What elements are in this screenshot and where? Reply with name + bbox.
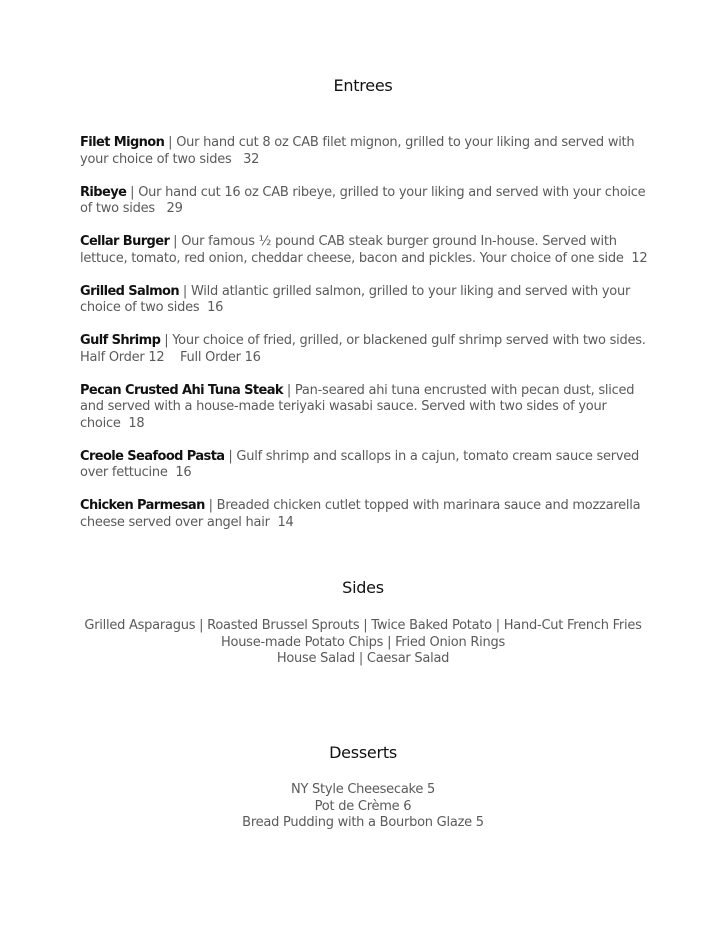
entree-item: Gulf Shrimp | Your choice of fried, grilled, or blackened gulf shrimp served with two sides. Half Order 12 Full Order 16: [80, 333, 646, 365]
entree-price: 32: [243, 151, 260, 167]
entree-description: Breaded chicken cutlet topped with marinara sauce and mozzarella cheese served over angel hair: [80, 498, 641, 530]
entree-price: 18: [128, 415, 145, 431]
entree-item: Creole Seafood Pasta | Gulf shrimp and scallops in a cajun, tomato cream sauce served over fettucine 16: [80, 448, 640, 480]
sides-line: House Salad | Caesar Salad: [276, 651, 450, 666]
entree-name: Ribeye: [80, 184, 127, 200]
entree-name: Pecan Crusted Ahi Tuna Steak: [80, 382, 283, 398]
entree-description: Our hand cut 8 oz CAB filet mignon, grilled to your liking and served with your choice of two sides: [80, 135, 635, 167]
dessert-item: Pot de Crème 6: [314, 798, 412, 814]
entree-price: 16: [207, 300, 224, 315]
dessert-item: NY Style Cheesecake 5: [291, 782, 435, 797]
entree-name: Chicken Parmesan: [80, 498, 205, 513]
desserts-list: [0, 782, 726, 832]
entree-item: Filet Mignon | Our hand cut 8 oz CAB filet mignon, grilled to your liking and served with your choice of two sides 32: [80, 135, 635, 167]
entree-price: 29: [166, 201, 183, 216]
entree-price: 14: [277, 514, 294, 530]
entree-name: Creole Seafood Pasta: [80, 448, 225, 464]
entrees-heading: Entrees: [333, 76, 393, 95]
sides-line: Grilled Asparagus | Roasted Brussel Sprouts | Twice Baked Potato | Hand-Cut French Fries: [84, 618, 642, 633]
entree-price: Full Order 16: [179, 349, 261, 365]
entree-price: 12: [631, 250, 648, 266]
entree-name: Grilled Salmon: [80, 283, 180, 299]
entrees-list: [80, 135, 650, 548]
entree-item: Grilled Salmon | Wild atlantic grilled salmon, grilled to your liking and served with your choice of two sides 16: [80, 283, 631, 315]
entree-item: Cellar Burger | Our famous ½ pound CAB steak burger ground In-house. Served with lettuce, tomato, red onion, cheddar cheese, bacon and pickles. Your choice of one side 12: [80, 234, 648, 266]
entree-item: Ribeye | Our hand cut 16 oz CAB ribeye, grilled to your liking and served with your choice of two sides 29: [80, 184, 646, 216]
entree-name: Gulf Shrimp: [80, 333, 161, 348]
sides-list: [0, 618, 726, 668]
sides-heading: Sides: [342, 578, 384, 597]
dessert-item: Bread Pudding with a Bourbon Glaze 5: [242, 815, 484, 830]
sides-line: House-made Potato Chips | Fried Onion Rings: [220, 634, 506, 650]
entree-description: Our hand cut 16 oz CAB ribeye, grilled to your liking and served with your choice of two sides: [80, 184, 646, 216]
desserts-heading: Desserts: [329, 743, 397, 762]
entree-description: Gulf shrimp and scallops in a cajun, tomato cream sauce served over fettucine: [80, 448, 640, 480]
entree-name: Filet Mignon: [80, 135, 165, 150]
entree-description: Wild atlantic grilled salmon, grilled to your liking and served with your choice of two sides: [80, 283, 631, 315]
entree-description: Pan-seared ahi tuna encrusted with pecan dust, sliced and served with a house-made teriyaki wasabi sauce. Served with two sides of your choice: [80, 382, 635, 431]
entree-description: Our famous ½ pound CAB steak burger ground In-house. Served with lettuce, tomato, red onion, cheddar cheese, bacon and pickles. Your choice of one side: [80, 234, 624, 266]
entree-item: Pecan Crusted Ahi Tuna Steak | Pan-seared ahi tuna encrusted with pecan dust, sliced and served with a house-made teriyaki wasabi sauce. Served with two sides of your choice 18: [80, 382, 635, 431]
entree-price: 16: [175, 465, 192, 480]
entree-item: Chicken Parmesan | Breaded chicken cutlet topped with marinara sauce and mozzarella cheese served over angel hair 14: [80, 498, 641, 530]
entree-description: Your choice of fried, grilled, or blackened gulf shrimp served with two sides. Half Order 12: [80, 333, 646, 365]
entree-name: Cellar Burger: [80, 234, 170, 249]
